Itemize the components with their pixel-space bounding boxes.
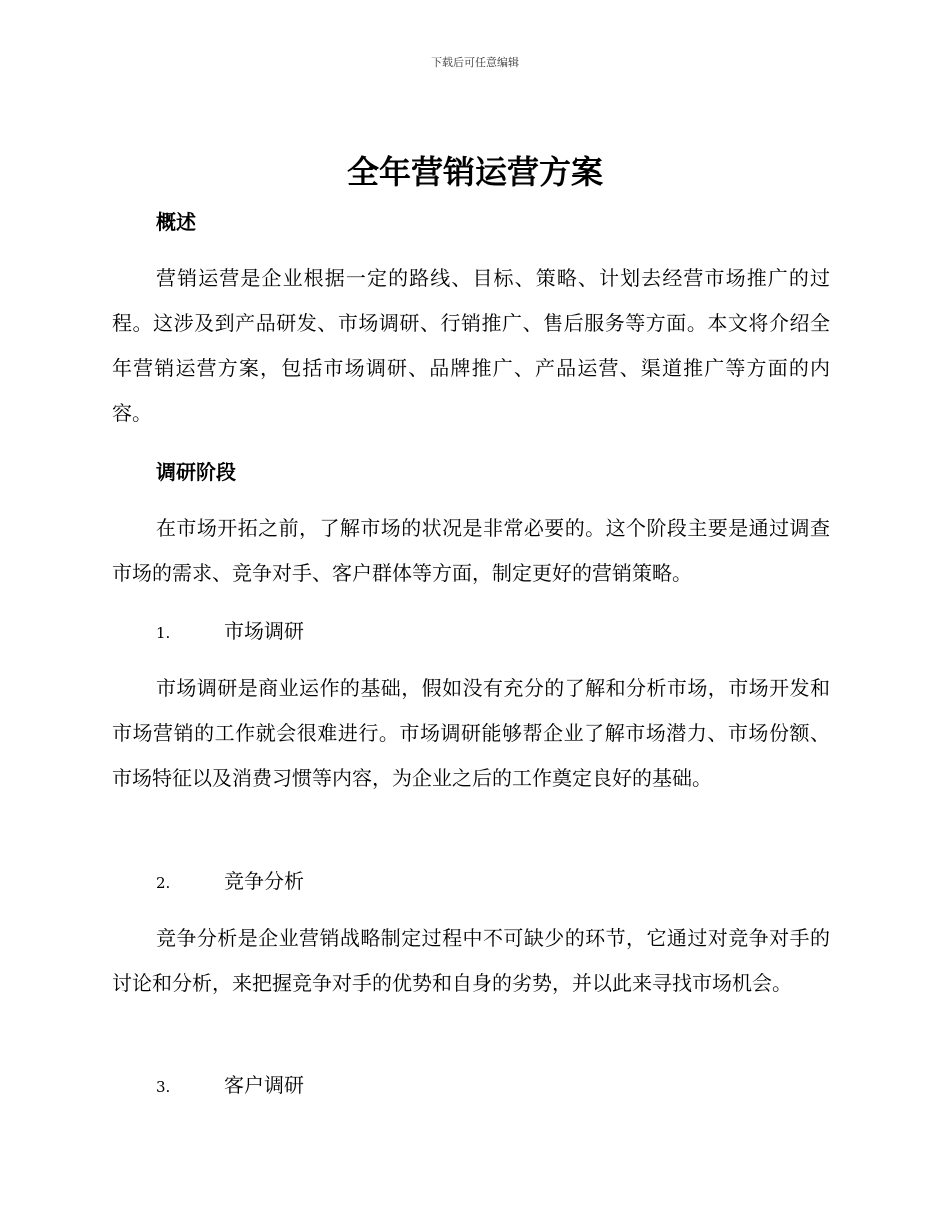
list-item-title: 竞争分析 [224,869,304,893]
list-item-competition-analysis [156,867,304,897]
market-research-paragraph: 市场调研是商业运作的基础，假如没有充分的了解和分析市场，市场开发和市场营销的工作就会很难进行。市场调研能够帮企业了解市场潜力、市场份额、市场特征以及消费习惯等内容，为企业之后的工作奠定良好的基础。 [112,676,830,790]
list-item-customer-research [156,1071,304,1101]
section-heading-research: 调研阶段 [156,460,236,484]
research-paragraph: 在市场开拓之前，了解市场的状况是非常必要的。这个阶段主要是通过调查市场的需求、竞争对手、客户群体等方面，制定更好的营销策略。 [112,516,830,585]
section-heading-overview: 概述 [156,210,196,234]
overview-paragraph: 营销运营是企业根据一定的路线、目标、策略、计划去经营市场推广的过程。这涉及到产品研发、市场调研、行销推广、售后服务等方面。本文将介绍全年营销运营方案，包括市场调研、品牌推广、产品运营、渠道推广等方面的内容。 [112,266,830,425]
document-title: 全年营销运营方案 [346,153,603,191]
list-item-market-research [156,617,304,647]
list-item-title: 客户调研 [224,1073,304,1097]
list-item-title: 市场调研 [224,619,304,643]
list-number: 1. [156,624,171,642]
list-number: 2. [156,874,171,892]
list-number: 3. [156,1078,171,1096]
competition-analysis-paragraph: 竞争分析是企业营销战略制定过程中不可缺少的环节，它通过对竞争对手的讨论和分析，来把握竞争对手的优势和自身的劣势，并以此来寻找市场机会。 [112,926,830,995]
page-header-note: 下载后可任意编辑 [431,56,519,69]
